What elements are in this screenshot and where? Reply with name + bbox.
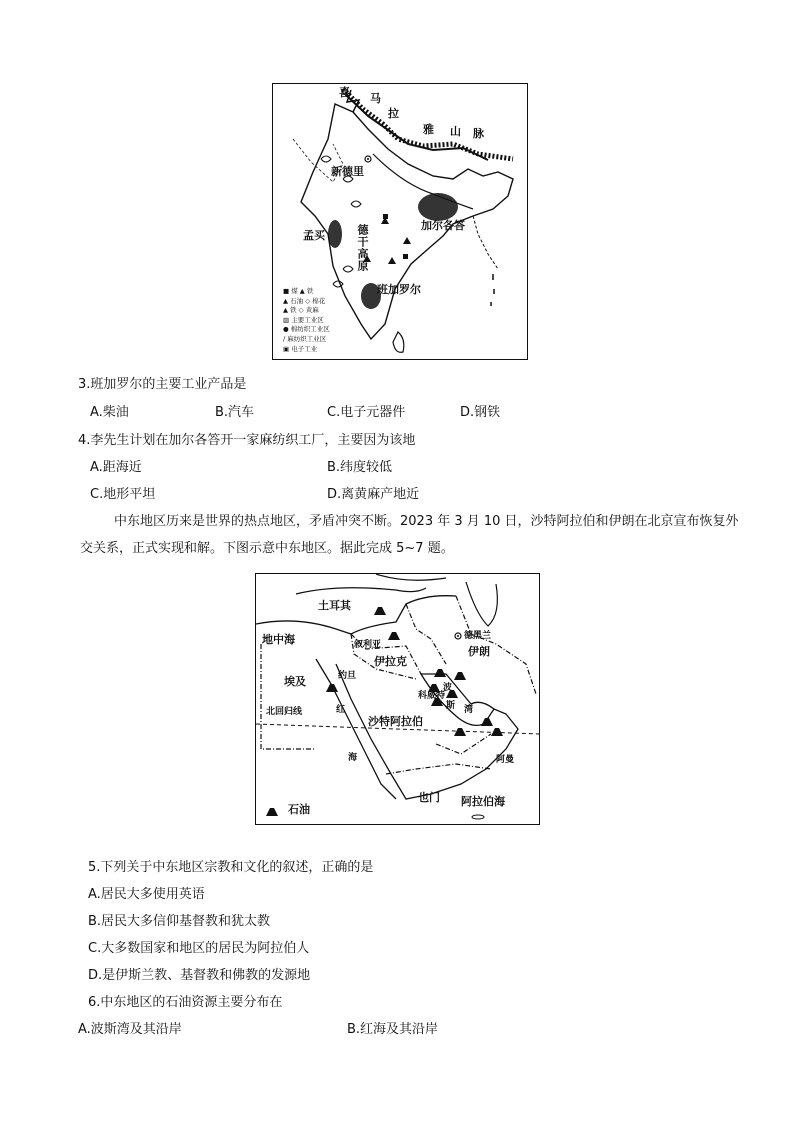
q3-stem: 3.班加罗尔的主要工业产品是: [78, 377, 247, 392]
q5-stem: 5.下列关于中东地区宗教和文化的叙述，正确的是: [88, 860, 374, 875]
q4-stem: 4.李先生计划在加尔各答开一家麻纺织工厂，主要因为该地: [78, 433, 416, 448]
label-oman: 阿曼: [496, 755, 515, 765]
label-gulf-1: 波: [443, 683, 453, 693]
label-red-sea-2: 海: [348, 753, 358, 763]
label-mediterranean: 地中海: [262, 633, 295, 646]
india-map-legend: [283, 287, 330, 354]
mideast-map: [255, 573, 540, 825]
label-gulf-2: 斯: [446, 701, 456, 711]
label-himalaya-6: 脉: [473, 127, 484, 140]
legend-row: ▲ 铁 ◇ 黄麻: [283, 306, 319, 315]
q5-option-c: C.大多数国家和地区的居民为阿拉伯人: [88, 941, 310, 956]
legend-row: ■ 煤 ▲ 铁: [283, 287, 314, 295]
india-map: [272, 83, 528, 360]
label-gulf-3: 湾: [464, 705, 474, 715]
label-himalaya-2: 马: [370, 92, 381, 105]
q4-option-d: D.离黄麻产地近: [327, 487, 420, 502]
legend-row: ▣ 电子工业: [283, 344, 318, 353]
q5-option-d: D.是伊斯兰教、基督教和佛教的发源地: [88, 968, 311, 983]
label-bangalore: 班加罗尔: [377, 283, 421, 296]
label-syria: 叙利亚: [354, 640, 382, 650]
q3-option-a: A.柴油: [90, 405, 129, 420]
q5-option-b: B.居民大多信仰基督教和犹太教: [88, 914, 271, 929]
label-tehran: 德黑兰: [464, 631, 492, 641]
legend-row: ▨ 主要工业区: [283, 315, 324, 324]
intro-paragraph: 中东地区历来是世界的热点地区，矛盾冲突不断。2023 年 3 月 10 日，沙特阿拉伯和伊朗在北京宣布恢复外交关系，正式实现和解。下图示意中东地区。据此完成 5~7 题。: [80, 514, 739, 556]
label-egypt: 埃及: [284, 675, 306, 688]
q6-stem: 6.中东地区的石油资源主要分布在: [88, 995, 283, 1010]
label-kolkata: 加尔各答: [421, 219, 465, 232]
q3-option-b: B.汽车: [215, 405, 255, 420]
label-tropic: 北回归线: [266, 707, 303, 717]
label-iran: 伊朗: [468, 645, 490, 658]
label-himalaya-1: 喜: [339, 86, 350, 99]
label-deccan: 德干高原: [356, 224, 369, 272]
q4-option-c: C.地形平坦: [90, 487, 156, 502]
label-new-delhi: 新德里: [331, 165, 364, 178]
q5-option-a: A.居民大多使用英语: [88, 887, 205, 902]
label-saudi: 沙特阿拉伯: [368, 715, 423, 728]
label-himalaya-3: 拉: [388, 107, 399, 120]
legend-row: ∕ 麻纺织工业区: [283, 334, 327, 343]
label-himalaya-5: 山: [450, 125, 461, 138]
q3-option-d: D.钢铁: [460, 405, 501, 420]
legend-oil-label: 石油: [288, 803, 310, 816]
label-red-sea-1: 红: [336, 705, 346, 715]
q6-option-b: B.红海及其沿岸: [347, 1022, 439, 1037]
label-arabian-sea: 阿拉伯海: [461, 795, 505, 808]
label-jordan: 约旦: [338, 671, 357, 681]
legend-row: ● 棉纺织工业区: [283, 325, 330, 334]
q3-option-c: C.电子元器件: [327, 405, 406, 420]
label-himalaya-4: 雅: [423, 123, 434, 136]
label-mumbai: 孟买: [303, 229, 325, 242]
label-turkey: 土耳其: [318, 599, 351, 612]
label-iraq: 伊拉克: [374, 655, 407, 668]
label-kuwait: 科威特: [418, 691, 446, 701]
q4-option-b: B.纬度较低: [327, 460, 393, 475]
q6-option-a: A.波斯湾及其沿岸: [78, 1022, 182, 1037]
q4-option-a: A.距海近: [90, 460, 142, 475]
label-yemen: 也门: [418, 791, 440, 804]
mideast-map-drawing: [256, 574, 539, 824]
legend-row: ▲ 石油 ◇ 棉花: [283, 296, 326, 305]
